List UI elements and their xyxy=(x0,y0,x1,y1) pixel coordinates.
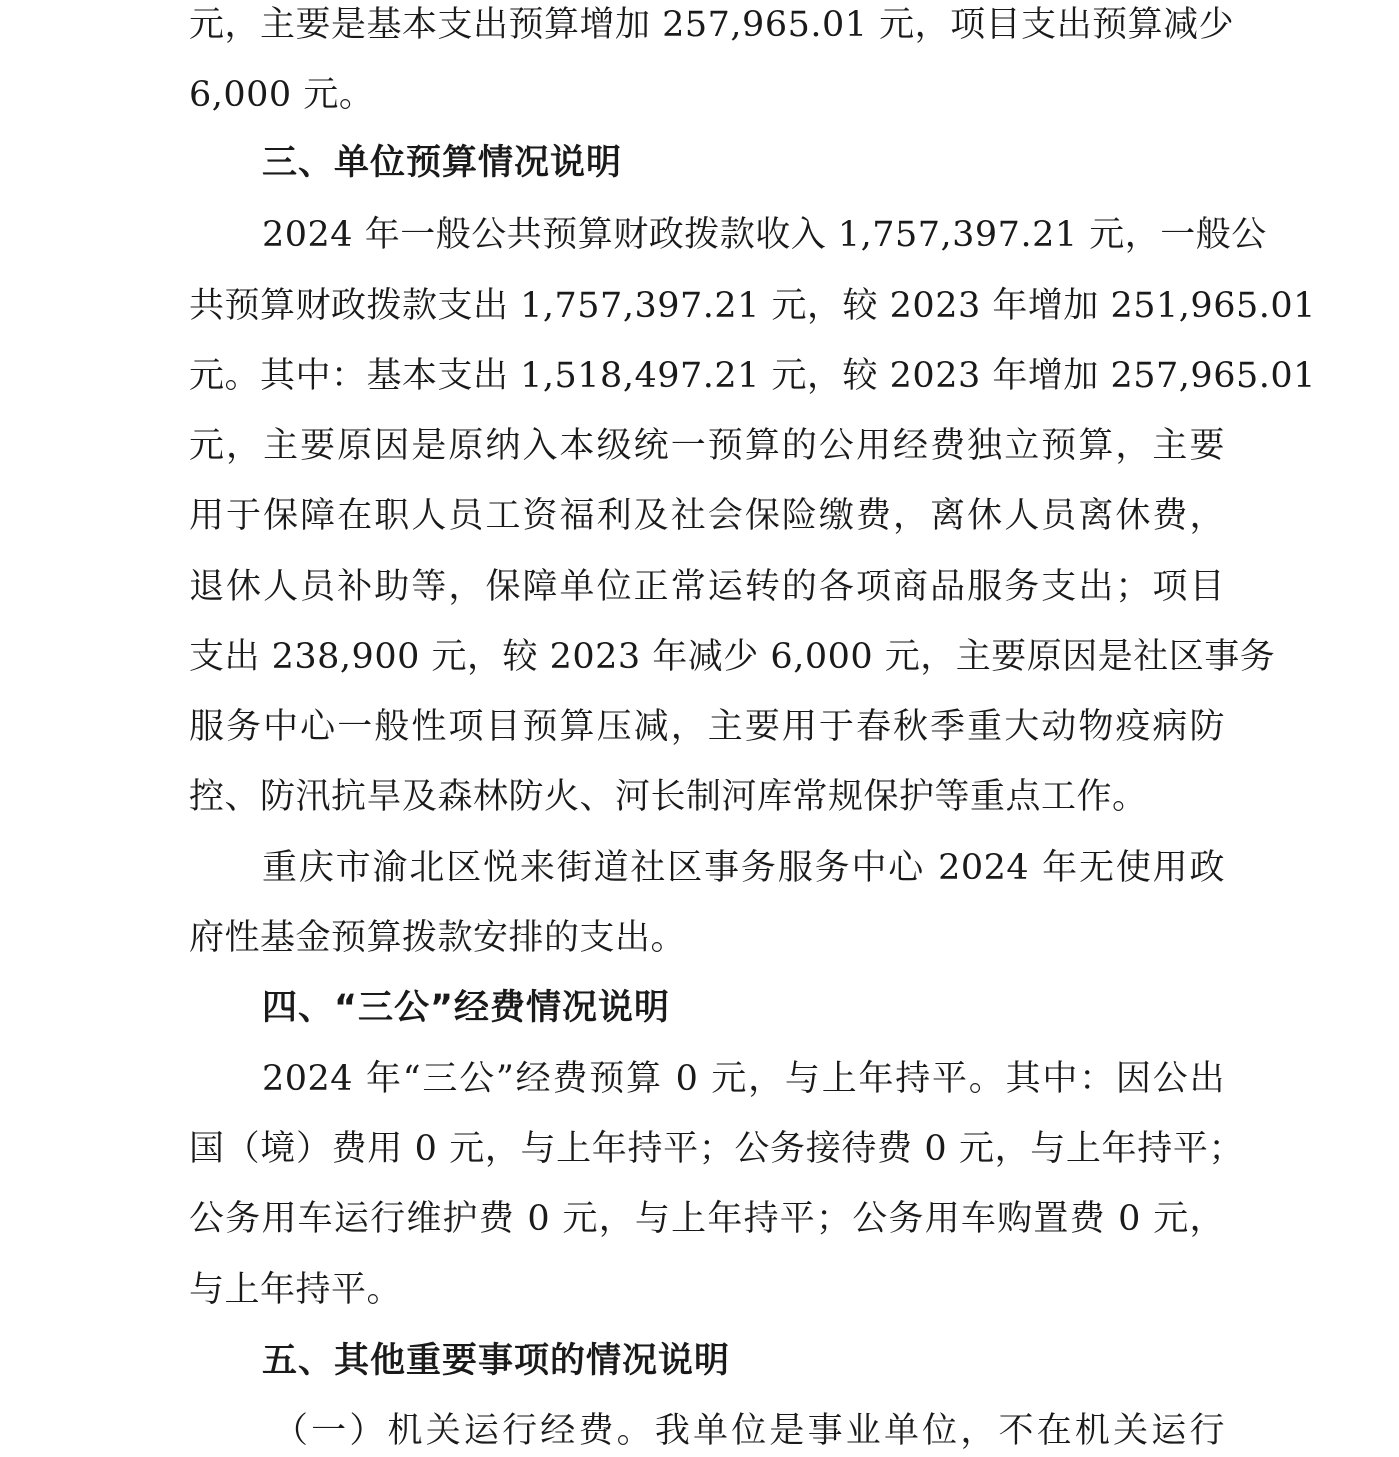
paragraph-line: 2024 年一般公共预算财政拨款收入 1,757,397.21 元，一般公 xyxy=(262,215,1267,255)
paragraph-line: 公务用车运行维护费 0 元，与上年持平；公务用车购置费 0 元， xyxy=(189,1199,1225,1239)
paragraph-line: （一）机关运行经费。我单位是事业单位，不在机关运行 xyxy=(273,1411,1225,1451)
paragraph-line: 6,000 元。 xyxy=(189,75,375,115)
paragraph-line: 府性基金预算拨款安排的支出。 xyxy=(189,918,687,958)
paragraph-line: 服务中心一般性项目预算压减，主要用于春秋季重大动物疫病防 xyxy=(189,707,1225,747)
paragraph-line: 用于保障在职人员工资福利及社会保险缴费，离休人员离休费， xyxy=(189,496,1225,536)
paragraph-line: 控、防汛抗旱及森林防火、河长制河库常规保护等重点工作。 xyxy=(189,777,1148,817)
paragraph-line: 2024 年“三公”经费预算 0 元，与上年持平。其中：因公出 xyxy=(262,1059,1225,1099)
paragraph-line: 与上年持平。 xyxy=(189,1270,403,1310)
paragraph-line: 国（境）费用 0 元，与上年持平；公务接待费 0 元，与上年持平； xyxy=(189,1129,1244,1169)
paragraph-line: 共预算财政拨款支出 1,757,397.21 元，较 2023 年增加 251,965.01 xyxy=(189,286,1316,326)
paragraph-line: 退休人员补助等，保障单位正常运转的各项商品服务支出；项目 xyxy=(189,567,1225,607)
paragraph-line: 支出 238,900 元，较 2023 年减少 6,000 元，主要原因是社区事务 xyxy=(189,637,1276,677)
section-heading: 三、单位预算情况说明 xyxy=(262,143,623,183)
section-heading: 五、其他重要事项的情况说明 xyxy=(262,1341,731,1381)
paragraph-line: 元，主要是基本支出预算增加 257,965.01 元，项目支出预算减少 xyxy=(189,5,1235,45)
section-heading: 四、“三公”经费情况说明 xyxy=(262,988,671,1028)
paragraph-line: 元。其中：基本支出 1,518,497.21 元，较 2023 年增加 257,965.01 xyxy=(189,356,1316,396)
paragraph-line: 重庆市渝北区悦来街道社区事务服务中心 2024 年无使用政 xyxy=(262,848,1225,888)
paragraph-line: 元，主要原因是原纳入本级统一预算的公用经费独立预算，主要 xyxy=(189,426,1225,466)
